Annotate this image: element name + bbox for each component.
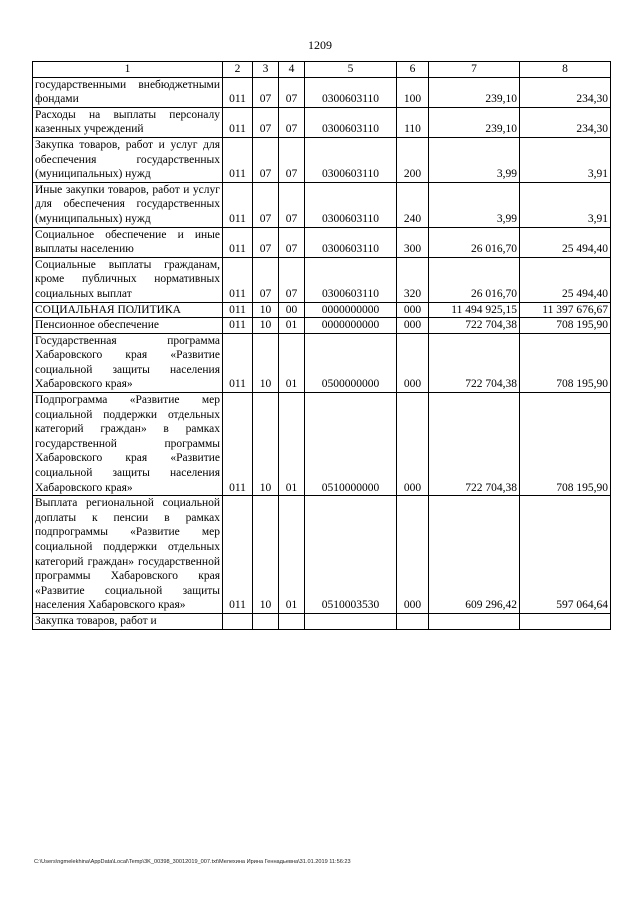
header-col-1: 1: [33, 62, 223, 78]
row-cell-c5: 0510000000: [305, 393, 397, 496]
row-cell-c2: 011: [223, 393, 253, 496]
row-cell-c6: 000: [397, 333, 429, 392]
row-cell-c6: 300: [397, 227, 429, 257]
row-cell-c7: 609 296,42: [429, 496, 520, 614]
row-cell-c6: 000: [397, 302, 429, 318]
table-row: [33, 613, 611, 629]
header-col-6: 6: [397, 62, 429, 78]
table-row: [33, 333, 611, 392]
row-cell-c3: 10: [253, 496, 279, 614]
header-col-7: 7: [429, 62, 520, 78]
row-cell-c2: 011: [223, 227, 253, 257]
row-cell-c8: 708 195,90: [520, 333, 611, 392]
row-cell-c8: 3,91: [520, 137, 611, 182]
page-number: 1209: [308, 38, 332, 52]
row-cell-c7: 722 704,38: [429, 318, 520, 334]
table-row: [33, 496, 611, 614]
header-col-4: 4: [279, 62, 305, 78]
row-cell-c4: 01: [279, 333, 305, 392]
row-cell-c8: 708 195,90: [520, 393, 611, 496]
row-cell-c4: 07: [279, 257, 305, 302]
row-cell-c5: 0300603110: [305, 107, 397, 137]
row-cell-c8: 25 494,40: [520, 257, 611, 302]
table-row: [33, 77, 611, 107]
header-col-2: 2: [223, 62, 253, 78]
row-name-cell: Социальные выплаты гражданам, кроме публичных нормативных социальных выплат: [33, 257, 223, 302]
row-cell-c2: 011: [223, 257, 253, 302]
row-cell-c3: 10: [253, 318, 279, 334]
row-cell-c3: 10: [253, 333, 279, 392]
row-cell-c2: 011: [223, 182, 253, 227]
row-cell-c7: 26 016,70: [429, 227, 520, 257]
row-cell-c8: 3,91: [520, 182, 611, 227]
table-row: [33, 107, 611, 137]
row-cell-c4: 07: [279, 227, 305, 257]
row-name-cell: СОЦИАЛЬНАЯ ПОЛИТИКА: [33, 302, 223, 318]
row-cell-c4: 01: [279, 496, 305, 614]
header-col-5: 5: [305, 62, 397, 78]
row-cell-c5: 0300603110: [305, 182, 397, 227]
row-cell-c7: 722 704,38: [429, 393, 520, 496]
row-cell-c7: 11 494 925,15: [429, 302, 520, 318]
row-cell-c2: [223, 613, 253, 629]
row-cell-c4: 00: [279, 302, 305, 318]
row-cell-c6: 000: [397, 318, 429, 334]
row-cell-c6: 320: [397, 257, 429, 302]
table-row: [33, 257, 611, 302]
row-name-cell: Пенсионное обеспечение: [33, 318, 223, 334]
row-cell-c5: 0500000000: [305, 333, 397, 392]
row-cell-c4: 07: [279, 182, 305, 227]
row-cell-c3: 07: [253, 227, 279, 257]
row-cell-c7: 3,99: [429, 137, 520, 182]
row-cell-c8: 234,30: [520, 107, 611, 137]
row-cell-c2: 011: [223, 77, 253, 107]
row-cell-c3: 07: [253, 257, 279, 302]
row-cell-c2: 011: [223, 107, 253, 137]
row-name-cell: Закупка товаров, работ и услуг для обеспечения государственных (муниципальных) нужд: [33, 137, 223, 182]
row-cell-c7: [429, 613, 520, 629]
row-cell-c2: 011: [223, 137, 253, 182]
budget-table: [32, 61, 611, 630]
row-cell-c5: 0300603110: [305, 137, 397, 182]
row-cell-c7: 239,10: [429, 77, 520, 107]
row-cell-c4: 07: [279, 137, 305, 182]
row-cell-c5: 0300603110: [305, 257, 397, 302]
row-cell-c2: 011: [223, 496, 253, 614]
row-cell-c3: 10: [253, 302, 279, 318]
row-cell-c3: 07: [253, 182, 279, 227]
row-cell-c2: 011: [223, 333, 253, 392]
header-row: [33, 62, 611, 78]
row-cell-c5: 0000000000: [305, 318, 397, 334]
row-cell-c8: [520, 613, 611, 629]
table-row: [33, 227, 611, 257]
row-name-cell: Выплата региональной социальной доплаты к пенсии в рамках подпрограммы «Развитие мер социальной поддержки отдельных категорий граждан» государственной программы Хабаровского края «Развитие социальной защиты населения Хабаровского края»: [33, 496, 223, 614]
header-col-8: 8: [520, 62, 611, 78]
row-cell-c3: 07: [253, 107, 279, 137]
row-name-cell: Государственная программа Хабаровского края «Развитие социальной защиты населения Хабаровского края»: [33, 333, 223, 392]
table-row: [33, 137, 611, 182]
row-cell-c6: 110: [397, 107, 429, 137]
row-name-cell: Социальное обеспечение и иные выплаты населению: [33, 227, 223, 257]
row-cell-c6: 240: [397, 182, 429, 227]
row-name-cell: Иные закупки товаров, работ и услуг для обеспечения государственных (муниципальных) нужд: [33, 182, 223, 227]
row-name-cell: Закупка товаров, работ и: [33, 613, 223, 629]
row-cell-c6: 100: [397, 77, 429, 107]
row-cell-c5: 0300603110: [305, 227, 397, 257]
row-name-cell: Подпрограмма «Развитие мер социальной поддержки отдельных категорий граждан» в рамках государственной программы Хабаровского края «Развитие социальной защиты населения Хабаровского края»: [33, 393, 223, 496]
row-cell-c7: 722 704,38: [429, 333, 520, 392]
row-cell-c4: 07: [279, 77, 305, 107]
row-cell-c6: 000: [397, 393, 429, 496]
row-cell-c3: 10: [253, 393, 279, 496]
row-cell-c6: [397, 613, 429, 629]
row-cell-c5: 0510003530: [305, 496, 397, 614]
table-row: [33, 182, 611, 227]
row-name-cell: государственными внебюджетными фондами: [33, 77, 223, 107]
row-cell-c5: 0000000000: [305, 302, 397, 318]
row-cell-c8: 708 195,90: [520, 318, 611, 334]
table-row: [33, 318, 611, 334]
row-cell-c3: [253, 613, 279, 629]
row-cell-c8: 234,30: [520, 77, 611, 107]
row-cell-c7: 26 016,70: [429, 257, 520, 302]
row-cell-c8: 597 064,64: [520, 496, 611, 614]
row-cell-c4: [279, 613, 305, 629]
row-cell-c6: 200: [397, 137, 429, 182]
footer-path: C:\Users\ngmelekhina\AppData\Local\Temp\3K_00398_30012019_007.txt\Мелехина Ирина Геннадьевна\31.01.2019 11:56:23: [34, 859, 351, 865]
row-cell-c8: 25 494,40: [520, 227, 611, 257]
table-row: [33, 393, 611, 496]
row-cell-c2: 011: [223, 302, 253, 318]
row-cell-c6: 000: [397, 496, 429, 614]
row-name-cell: Расходы на выплаты персоналу казенных учреждений: [33, 107, 223, 137]
row-cell-c4: 01: [279, 318, 305, 334]
row-cell-c3: 07: [253, 77, 279, 107]
header-col-3: 3: [253, 62, 279, 78]
row-cell-c3: 07: [253, 137, 279, 182]
row-cell-c5: [305, 613, 397, 629]
row-cell-c8: 11 397 676,67: [520, 302, 611, 318]
table-row: [33, 302, 611, 318]
row-cell-c2: 011: [223, 318, 253, 334]
row-cell-c4: 01: [279, 393, 305, 496]
row-cell-c4: 07: [279, 107, 305, 137]
row-cell-c7: 3,99: [429, 182, 520, 227]
row-cell-c7: 239,10: [429, 107, 520, 137]
row-cell-c5: 0300603110: [305, 77, 397, 107]
